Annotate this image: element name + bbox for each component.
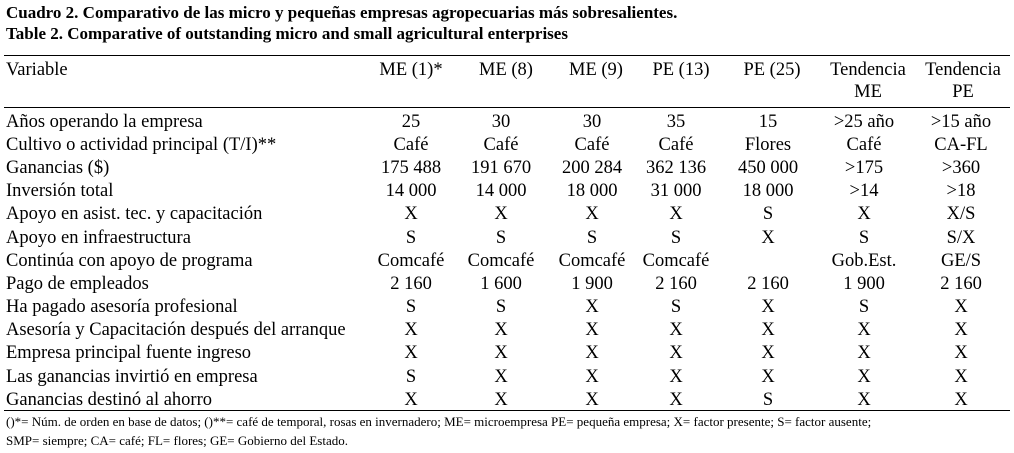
header-me-1: ME (1)* [379, 60, 443, 80]
table-cell: Café [483, 134, 519, 155]
table-row [4, 319, 1010, 342]
table-cell: >15 año [930, 111, 992, 132]
table-cell: 25 [401, 111, 421, 132]
table-cell [720, 249, 816, 272]
header-rule [4, 107, 1010, 108]
table-cell: X [404, 204, 418, 225]
table-cell: Café [658, 134, 694, 155]
table-cell: X [954, 297, 968, 318]
table-cell: Comcafé [642, 250, 710, 271]
table-cell: Comcafé [467, 250, 535, 271]
table-cell: S [858, 297, 870, 318]
table-row [4, 342, 1010, 365]
table-cell: S [495, 227, 507, 248]
table-cell: >360 [941, 157, 981, 178]
table-cell: X [494, 204, 508, 225]
bottom-rule [4, 410, 1010, 411]
table-row [4, 249, 1010, 272]
table-cell: X [954, 320, 968, 341]
table-cell: X [954, 389, 968, 410]
table-cell: 14 000 [475, 181, 527, 202]
row-label: Ganancias destinó al ahorro [6, 389, 212, 410]
row-label: Asesoría y Capacitación después del arranque [6, 320, 346, 341]
header-variable: Variable [6, 60, 68, 80]
row-label: Años operando la empresa [6, 111, 203, 132]
row-label: Inversión total [6, 181, 114, 202]
row-label: Ha pagado asesoría profesional [6, 297, 238, 318]
table-cell: >175 [844, 157, 884, 178]
table-cell: X [404, 320, 418, 341]
table-cell: 1 900 [843, 273, 885, 294]
table-cell: 450 000 [737, 157, 799, 178]
header-me-9: ME (9) [569, 60, 623, 80]
table-cell: 35 [666, 111, 686, 132]
data-table [4, 110, 1010, 411]
footnote-line-2: SMP= siempre; CA= café; FL= flores; GE= Gobierno del Estado. [6, 433, 348, 448]
table-cell: Comcafé [377, 250, 445, 271]
table-cell: X [761, 297, 775, 318]
table-cell: X [404, 389, 418, 410]
table-cell: Café [574, 134, 610, 155]
table-cell: Comcafé [558, 250, 626, 271]
table-row [4, 296, 1010, 319]
table-cell: S [858, 227, 870, 248]
table-cell: S [762, 204, 774, 225]
title-english: Table 2. Comparative of outstanding micro and small agricultural enterprises [6, 24, 568, 43]
table-cell: X [669, 343, 683, 364]
table-cell: 191 670 [470, 157, 532, 178]
table-cell: S [670, 227, 682, 248]
table-row [4, 110, 1010, 133]
table-row [4, 180, 1010, 203]
table-cell: X [761, 320, 775, 341]
table-cell: 175 488 [380, 157, 442, 178]
table-cell: 1 900 [571, 273, 613, 294]
row-label: Cultivo o actividad principal (T/I)** [6, 134, 277, 155]
table-cell: X [494, 366, 508, 387]
table-cell: Café [393, 134, 429, 155]
table-cell: X [585, 297, 599, 318]
table-cell: 1 600 [480, 273, 522, 294]
table-cell: 30 [582, 111, 602, 132]
row-label: Empresa principal fuente ingreso [6, 343, 252, 364]
table-row [4, 388, 1010, 411]
row-label: Las ganancias invirtió en empresa [6, 366, 258, 387]
table-cell: X [585, 389, 599, 410]
table-cell: 31 000 [650, 181, 702, 202]
table-cell: X [585, 320, 599, 341]
table-cell: X [494, 320, 508, 341]
table-cell: X/S [946, 204, 976, 225]
table-cell: 2 160 [655, 273, 697, 294]
table-cell: X [857, 366, 871, 387]
table-cell: X [585, 204, 599, 225]
header-tendencia-pe: Tendencia PE [925, 60, 1001, 102]
header-pe-25: PE (25) [743, 60, 801, 80]
table-cell: X [857, 343, 871, 364]
table-cell: X [669, 320, 683, 341]
row-label: Continúa con apoyo de programa [6, 250, 253, 271]
table-cell: X [585, 343, 599, 364]
table-cell: S [405, 366, 417, 387]
header-tendencia-me: Tendencia ME [830, 60, 906, 102]
table-cell: X [494, 389, 508, 410]
table-cell: X [669, 204, 683, 225]
table-row [4, 133, 1010, 156]
table-cell: X [761, 343, 775, 364]
row-label: Ganancias ($) [6, 157, 110, 178]
table-cell: 15 [758, 111, 778, 132]
table-cell: X [669, 389, 683, 410]
table-row [4, 203, 1010, 226]
row-label: Apoyo en asist. tec. y capacitación [6, 204, 263, 225]
table-cell: Gob.Est. [831, 250, 897, 271]
table-cell: S [405, 227, 417, 248]
table-cell: 18 000 [566, 181, 618, 202]
top-rule [4, 55, 1010, 56]
table-cell: S [670, 297, 682, 318]
table-row [4, 365, 1010, 388]
table-cell: 362 136 [645, 157, 707, 178]
table-cell: 2 160 [940, 273, 982, 294]
table-cell: CA-FL [934, 134, 988, 155]
table-cell: S [586, 227, 598, 248]
table-cell: S/X [946, 227, 976, 248]
table-cell: Café [846, 134, 882, 155]
table-cell: X [954, 366, 968, 387]
table-cell: X [404, 343, 418, 364]
table-cell: S [762, 389, 774, 410]
table-row [4, 156, 1010, 179]
header-me-8: ME (8) [479, 60, 533, 80]
footnote-line-1: ()*= Núm. de orden en base de datos; ()**= café de temporal, rosas en invernadero; ME= microempresa PE= pequeña empresa; X= factor presente; S= factor ausente; [6, 414, 872, 429]
table-row [4, 226, 1010, 249]
title-spanish: Cuadro 2. Comparativo de las micro y pequeñas empresas agropecuarias más sobresalientes. [6, 3, 678, 22]
table-cell: X [857, 389, 871, 410]
table-cell: S [405, 297, 417, 318]
row-label: Pago de empleados [6, 273, 149, 294]
table-cell: X [954, 343, 968, 364]
table-cell: X [761, 366, 775, 387]
table-cell: >14 [849, 181, 879, 202]
table-cell: Flores [744, 134, 792, 155]
table-cell: 14 000 [385, 181, 437, 202]
table-cell: 2 160 [390, 273, 432, 294]
table-cell: X [761, 227, 775, 248]
table-cell: 2 160 [747, 273, 789, 294]
table-cell: 200 284 [561, 157, 623, 178]
table-cell: 18 000 [742, 181, 794, 202]
table-cell: >18 [946, 181, 976, 202]
header-pe-13: PE (13) [652, 60, 710, 80]
table-cell: X [857, 320, 871, 341]
table-cell: S [495, 297, 507, 318]
table-cell: X [857, 204, 871, 225]
table-cell: X [494, 343, 508, 364]
table-cell: >25 año [833, 111, 895, 132]
table-row [4, 272, 1010, 295]
table-cell: GE/S [940, 250, 982, 271]
table-cell: 30 [491, 111, 511, 132]
table-cell: X [669, 366, 683, 387]
table-cell: X [585, 366, 599, 387]
row-label: Apoyo en infraestructura [6, 227, 191, 248]
